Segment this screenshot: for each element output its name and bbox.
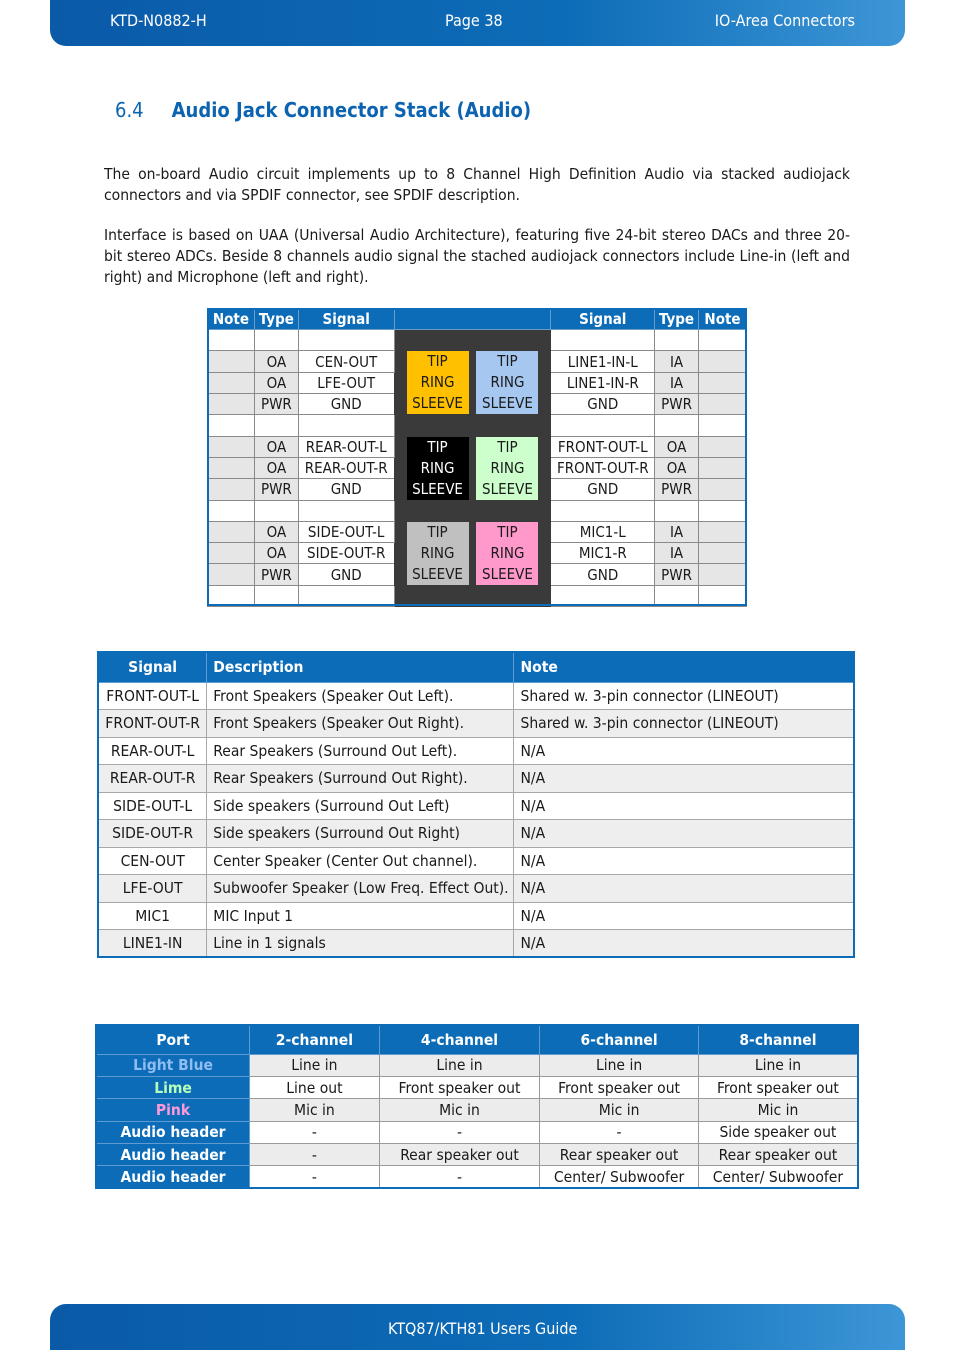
description-cell: Front Speakers (Speaker Out Left). [207, 682, 514, 710]
stack-cell [699, 500, 747, 521]
signal-cell: GND [551, 394, 655, 415]
stack-row [208, 351, 747, 372]
signal-description-table [97, 651, 855, 958]
jack-contact-label: TIP [497, 437, 518, 456]
jack-contact-label: TIP [427, 437, 448, 456]
type-cell: IA [655, 543, 699, 564]
port-header-4ch: 4-channel [379, 1025, 540, 1054]
table-row [98, 875, 854, 903]
stack-spacer-row [208, 415, 747, 436]
port-label: Audio header [96, 1144, 250, 1166]
port-label: Audio header [96, 1121, 250, 1143]
note-cell [699, 564, 747, 585]
audio-jack-right [476, 522, 538, 585]
note-cell: N/A [514, 875, 854, 903]
note-cell: N/A [514, 792, 854, 820]
signal-cell: MIC1-L [551, 521, 655, 542]
stack-cell [655, 330, 699, 351]
table-row [98, 820, 854, 848]
stack-cell [208, 500, 255, 521]
channel-cell: - [250, 1144, 380, 1166]
type-cell: PWR [254, 394, 298, 415]
guide-title: KTQ87/KTH81 Users Guide [388, 1319, 578, 1338]
type-cell: PWR [655, 564, 699, 585]
jack-contact-label: TIP [427, 352, 448, 371]
table-row [96, 1121, 858, 1143]
signal-cell: REAR-OUT-R [298, 457, 394, 478]
page-number: Page 38 [445, 11, 503, 30]
audio-jack-stack-table [207, 308, 747, 607]
jack-contact-label: SLEEVE [412, 394, 463, 413]
signal-cell: REAR-OUT-L [98, 737, 207, 765]
stack-cell [551, 330, 655, 351]
type-cell: OA [655, 436, 699, 457]
signal-cell: MIC1 [98, 902, 207, 930]
col-signal-right: Signal [551, 309, 655, 330]
channel-cell: Line in [379, 1054, 540, 1076]
jack-contact-label: RING [490, 373, 525, 392]
description-cell: Front Speakers (Speaker Out Right). [207, 710, 514, 738]
stack-cell [551, 500, 655, 521]
type-cell: PWR [254, 479, 298, 500]
type-cell: PWR [655, 479, 699, 500]
signal-cell: LFE-OUT [98, 875, 207, 903]
channel-cell: - [540, 1121, 699, 1143]
jack-contact-label: TIP [497, 352, 518, 371]
stack-row [208, 436, 747, 457]
jack-contact-label: SLEEVE [482, 564, 533, 583]
signal-cell: SIDE-OUT-L [98, 792, 207, 820]
jack-contact-label: RING [420, 373, 455, 392]
desc-header-note: Note [514, 652, 854, 682]
stack-cell [394, 330, 551, 351]
note-cell: N/A [514, 930, 854, 958]
table-row [96, 1099, 858, 1121]
col-note-left: Note [208, 309, 255, 330]
port-header-port: Port [96, 1025, 250, 1054]
stack-cell [394, 500, 551, 521]
table-row [98, 930, 854, 958]
note-cell: Shared w. 3-pin connector (LINEOUT) [514, 710, 854, 738]
jack-contact-label: RING [420, 543, 455, 562]
note-cell [699, 543, 747, 564]
page-header [50, 0, 905, 46]
signal-cell: REAR-OUT-R [98, 765, 207, 793]
type-cell: PWR [655, 394, 699, 415]
section-title: Audio Jack Connector Stack (Audio) [171, 98, 532, 122]
type-cell: IA [655, 372, 699, 393]
note-cell [208, 521, 255, 542]
note-cell [699, 351, 747, 372]
stack-spacer-row [208, 330, 747, 351]
channel-cell: - [379, 1121, 540, 1143]
signal-cell: LINE1-IN-L [551, 351, 655, 372]
stack-cell [208, 330, 255, 351]
interface-paragraph: Interface is based on UAA (Universal Audio Architecture), featuring five 24-bit stereo DACs and three 20-bit stereo ADCs. Beside 8 channels audio signal the stached audiojack connectors include Line-in (left and right) and Microphone (left and right). [104, 226, 850, 286]
description-cell: Rear Speakers (Surround Out Right). [207, 765, 514, 793]
signal-cell: GND [298, 394, 394, 415]
channel-cell: Mic in [540, 1099, 699, 1121]
stack-cell [298, 330, 394, 351]
intro-paragraph: The on-board Audio circuit implements up to 8 Channel High Definition Audio via stacked audiojack connectors and via SPDIF connector, see SPDIF description. [104, 165, 850, 204]
channel-cell: Line in [698, 1054, 858, 1076]
table-row [98, 737, 854, 765]
type-cell: IA [655, 351, 699, 372]
note-cell [208, 351, 255, 372]
port-label: Pink [96, 1099, 250, 1121]
signal-cell: GND [551, 564, 655, 585]
port-channel-table [95, 1024, 859, 1189]
type-cell: PWR [254, 564, 298, 585]
stack-cell [699, 330, 747, 351]
section-heading [115, 98, 531, 122]
chapter-title: IO-Area Connectors [714, 11, 855, 30]
jack-pair-cell [394, 351, 551, 415]
description-cell: Center Speaker (Center Out channel). [207, 847, 514, 875]
channel-cell: Front speaker out [379, 1076, 540, 1098]
note-cell [208, 543, 255, 564]
signal-cell: SIDE-OUT-L [298, 521, 394, 542]
stack-row [208, 521, 747, 542]
desc-header-description: Description [207, 652, 514, 682]
type-cell: OA [254, 351, 298, 372]
jack-contact-label: SLEEVE [482, 394, 533, 413]
port-header-8ch: 8-channel [698, 1025, 858, 1054]
description-cell: MIC Input 1 [207, 902, 514, 930]
signal-cell: GND [298, 479, 394, 500]
signal-cell: FRONT-OUT-L [551, 436, 655, 457]
note-cell: N/A [514, 820, 854, 848]
stack-cell [208, 585, 255, 606]
stack-cell [298, 585, 394, 606]
channel-cell: Line in [250, 1054, 380, 1076]
type-cell: OA [254, 543, 298, 564]
stack-cell [699, 415, 747, 436]
col-note-right: Note [699, 309, 747, 330]
signal-cell: FRONT-OUT-R [551, 457, 655, 478]
port-header-6ch: 6-channel [540, 1025, 699, 1054]
table-row [98, 902, 854, 930]
note-cell [208, 372, 255, 393]
stack-cell [208, 415, 255, 436]
channel-cell: Center/ Subwoofer [698, 1166, 858, 1188]
note-cell [208, 394, 255, 415]
signal-cell: LINE1-IN-R [551, 372, 655, 393]
document-id: KTD-N0882-H [110, 11, 207, 30]
channel-cell: Rear speaker out [379, 1144, 540, 1166]
type-cell: IA [655, 521, 699, 542]
signal-cell: CEN-OUT [98, 847, 207, 875]
stack-cell [298, 500, 394, 521]
jack-contact-label: RING [420, 458, 455, 477]
jack-pair [395, 351, 551, 414]
signal-cell: SIDE-OUT-R [98, 820, 207, 848]
jack-contact-label: RING [490, 458, 525, 477]
note-cell: N/A [514, 902, 854, 930]
stack-cell [551, 585, 655, 606]
note-cell [699, 394, 747, 415]
channel-cell: - [250, 1166, 380, 1188]
signal-cell: CEN-OUT [298, 351, 394, 372]
signal-cell: FRONT-OUT-L [98, 682, 207, 710]
channel-cell: Side speaker out [698, 1121, 858, 1143]
audio-jack-right [476, 351, 538, 414]
jack-contact-label: TIP [497, 522, 518, 541]
stack-cell [655, 500, 699, 521]
stack-cell [254, 330, 298, 351]
note-cell: N/A [514, 765, 854, 793]
table-row [98, 765, 854, 793]
col-type-left: Type [254, 309, 298, 330]
jack-contact-label: SLEEVE [482, 479, 533, 498]
col-type-right: Type [655, 309, 699, 330]
note-cell: Shared w. 3-pin connector (LINEOUT) [514, 682, 854, 710]
note-cell: N/A [514, 737, 854, 765]
stack-spacer-row [208, 585, 747, 606]
channel-cell: Line in [540, 1054, 699, 1076]
jack-pair-cell [394, 521, 551, 585]
stack-cell [699, 585, 747, 606]
table-row [96, 1076, 858, 1098]
stack-cell [655, 585, 699, 606]
note-cell [699, 372, 747, 393]
jack-contact-label: RING [490, 543, 525, 562]
stack-cell [254, 585, 298, 606]
note-cell [208, 457, 255, 478]
description-cell: Side speakers (Surround Out Right) [207, 820, 514, 848]
note-cell [208, 564, 255, 585]
section-number: 6.4 [115, 98, 144, 122]
col-signal-left: Signal [298, 309, 394, 330]
table-row [98, 792, 854, 820]
jack-contact-label: SLEEVE [412, 564, 463, 583]
type-cell: OA [254, 457, 298, 478]
channel-cell: Center/ Subwoofer [540, 1166, 699, 1188]
channel-cell: Front speaker out [540, 1076, 699, 1098]
jack-pair [395, 522, 551, 585]
jack-pair-cell [394, 436, 551, 500]
audio-jack-left [407, 351, 469, 414]
port-label: Lime [96, 1076, 250, 1098]
audio-jack-left [407, 437, 469, 500]
channel-cell: Mic in [250, 1099, 380, 1121]
signal-cell: SIDE-OUT-R [298, 543, 394, 564]
description-cell: Subwoofer Speaker (Low Freq. Effect Out). [207, 875, 514, 903]
stack-cell [394, 415, 551, 436]
table-row [98, 710, 854, 738]
table-row [96, 1144, 858, 1166]
stack-cell [551, 415, 655, 436]
signal-cell: GND [298, 564, 394, 585]
signal-cell: REAR-OUT-L [298, 436, 394, 457]
channel-cell: Rear speaker out [698, 1144, 858, 1166]
description-cell: Line in 1 signals [207, 930, 514, 958]
stack-cell [655, 415, 699, 436]
stack-spacer-row [208, 500, 747, 521]
type-cell: OA [254, 372, 298, 393]
description-cell: Side speakers (Surround Out Left) [207, 792, 514, 820]
channel-cell: - [250, 1121, 380, 1143]
jack-contact-label: SLEEVE [412, 479, 463, 498]
type-cell: OA [655, 457, 699, 478]
page-footer [50, 1304, 905, 1350]
jack-contact-label: TIP [427, 522, 448, 541]
note-cell [699, 521, 747, 542]
signal-cell: LINE1-IN [98, 930, 207, 958]
channel-cell: Rear speaker out [540, 1144, 699, 1166]
desc-header-signal: Signal [98, 652, 207, 682]
note-cell [208, 436, 255, 457]
jack-pair [395, 437, 551, 500]
channel-cell: Front speaker out [698, 1076, 858, 1098]
signal-cell: FRONT-OUT-R [98, 710, 207, 738]
stack-cell [254, 500, 298, 521]
table-row [98, 682, 854, 710]
signal-cell: MIC1-R [551, 543, 655, 564]
signal-cell: GND [551, 479, 655, 500]
stack-cell [394, 585, 551, 606]
description-cell: Rear Speakers (Surround Out Left). [207, 737, 514, 765]
note-cell [699, 479, 747, 500]
port-label: Light Blue [96, 1054, 250, 1076]
port-header-2ch: 2-channel [250, 1025, 380, 1054]
channel-cell: Line out [250, 1076, 380, 1098]
table-row [96, 1166, 858, 1188]
table-row [96, 1054, 858, 1076]
note-cell [208, 479, 255, 500]
stack-cell [254, 415, 298, 436]
port-label: Audio header [96, 1166, 250, 1188]
note-cell [699, 457, 747, 478]
col-jack [394, 309, 551, 330]
signal-cell: LFE-OUT [298, 372, 394, 393]
channel-cell: - [379, 1166, 540, 1188]
note-cell [699, 436, 747, 457]
type-cell: OA [254, 436, 298, 457]
stack-cell [298, 415, 394, 436]
table-row [98, 847, 854, 875]
note-cell: N/A [514, 847, 854, 875]
audio-jack-right [476, 437, 538, 500]
channel-cell: Mic in [379, 1099, 540, 1121]
audio-jack-left [407, 522, 469, 585]
channel-cell: Mic in [698, 1099, 858, 1121]
type-cell: OA [254, 521, 298, 542]
